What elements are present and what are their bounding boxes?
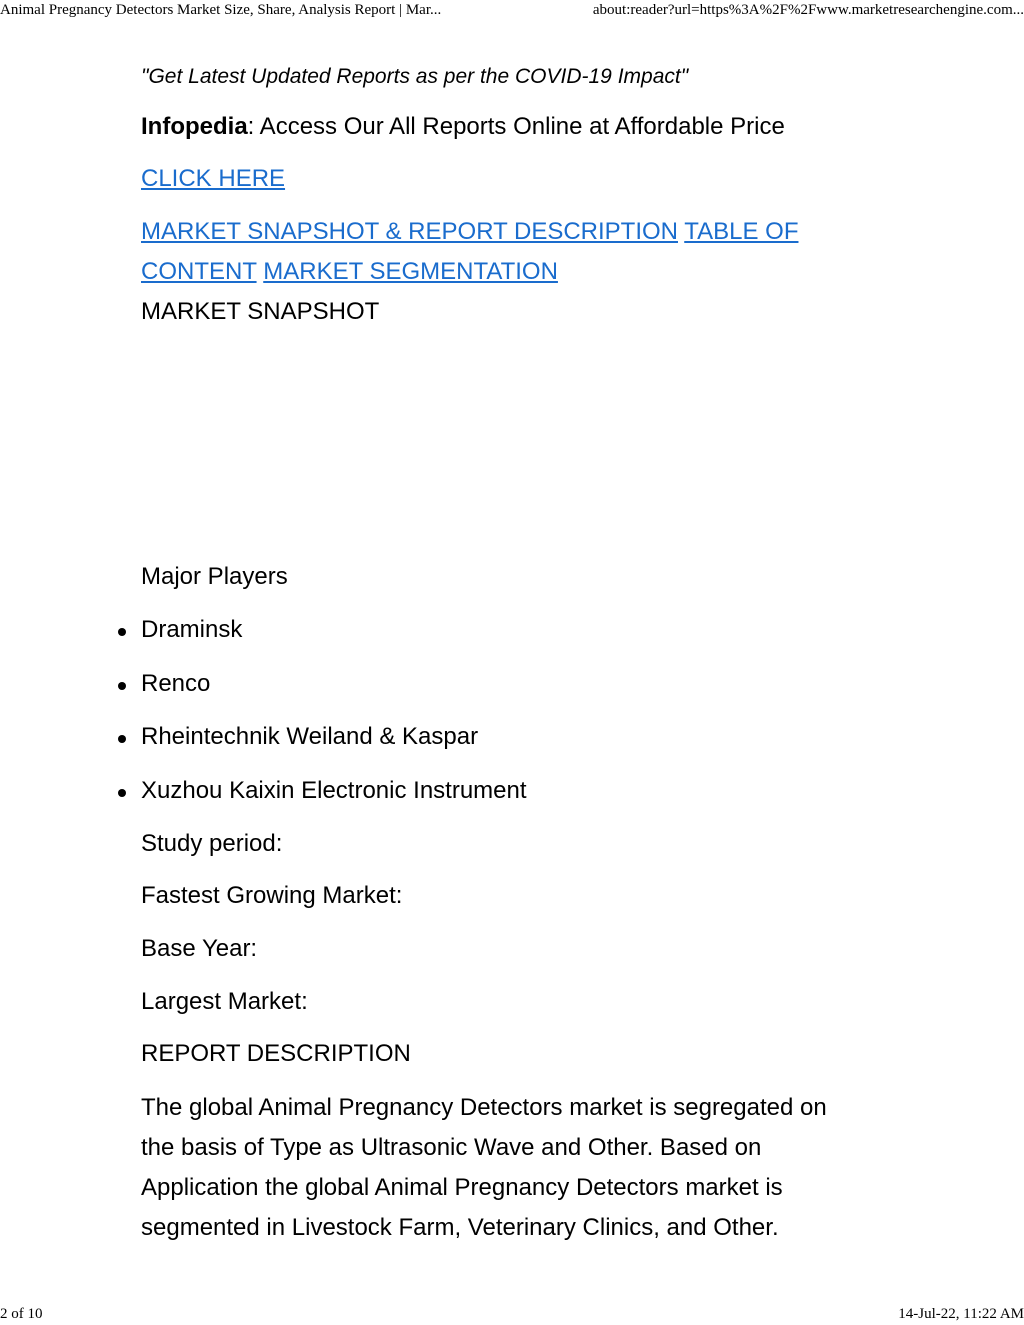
market-snapshot-heading: MARKET SNAPSHOT <box>141 298 380 325</box>
player-item <box>141 722 478 752</box>
report-description-paragraph <box>141 1088 876 1248</box>
description-line: the basis of Type as Ultrasonic Wave and Other. Based on <box>141 1134 762 1161</box>
page-url: about:reader?url=https%3A%2F%2Fwww.marketresearchengine.com... <box>592 2 1024 18</box>
player-item <box>141 669 210 699</box>
infopedia-text: : Access Our All Reports Online at Affordable Price <box>247 113 785 140</box>
player-name: Draminsk <box>141 616 243 643</box>
market-segmentation-link[interactable]: MARKET SEGMENTATION <box>263 258 558 285</box>
click-here-line <box>141 164 285 194</box>
page-number: 2 of 10 <box>0 1306 43 1322</box>
bullet-icon <box>118 682 126 690</box>
bullet-icon <box>118 789 126 797</box>
table-of-content-link[interactable]: TABLE OF <box>684 218 799 245</box>
nav-links-line-1 <box>141 217 798 247</box>
player-name: Renco <box>141 670 211 697</box>
report-description-heading: REPORT DESCRIPTION <box>141 1040 411 1067</box>
print-header <box>0 0 1024 20</box>
major-players-heading: Major Players <box>141 563 288 590</box>
largest-market-label: Largest Market: <box>141 988 308 1015</box>
print-datetime: 14-Jul-22, 11:22 AM <box>898 1306 1024 1322</box>
player-item <box>141 776 527 806</box>
player-name: Xuzhou Kaixin Electronic Instrument <box>141 777 527 804</box>
page-title: Animal Pregnancy Detectors Market Size, Share, Analysis Report | Mar... <box>0 2 442 18</box>
player-item <box>141 615 242 645</box>
nav-links-line-2 <box>141 257 558 287</box>
description-line: Application the global Animal Pregnancy Detectors market is <box>141 1174 783 1201</box>
click-here-link[interactable]: CLICK HERE <box>141 165 286 192</box>
player-name: Rheintechnik Weiland & Kaspar <box>141 723 479 750</box>
bullet-icon <box>118 628 126 636</box>
description-line: The global Animal Pregnancy Detectors market is segregated on <box>141 1094 827 1121</box>
study-period-label: Study period: <box>141 830 283 857</box>
table-of-content-link-cont[interactable]: CONTENT <box>141 258 257 285</box>
snapshot-description-link[interactable]: MARKET SNAPSHOT & REPORT DESCRIPTION <box>141 218 678 245</box>
description-line: segmented in Livestock Farm, Veterinary Clinics, and Other. <box>141 1214 779 1241</box>
infopedia-line <box>141 112 785 142</box>
snapshot-blank-area <box>141 340 876 550</box>
fastest-growing-label: Fastest Growing Market: <box>141 882 403 909</box>
infopedia-label: Infopedia <box>141 113 248 140</box>
base-year-label: Base Year: <box>141 935 258 962</box>
bullet-icon <box>118 735 126 743</box>
covid-notice: "Get Latest Updated Reports as per the COVID-19 Impact" <box>141 65 689 88</box>
print-footer <box>0 1304 1024 1324</box>
